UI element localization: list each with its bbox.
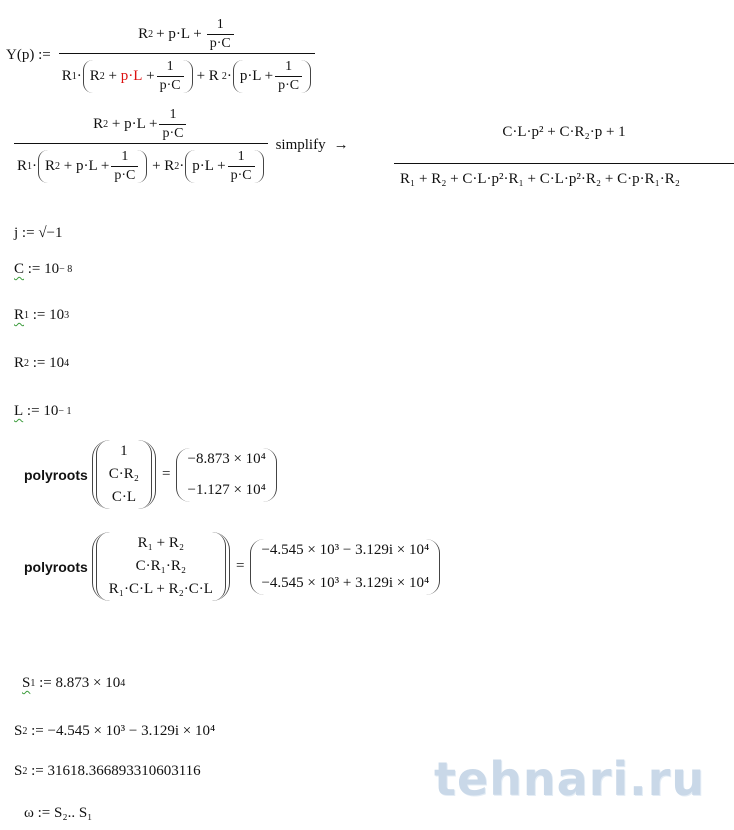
y-numerator: R 2 + p·L + $\frac{1}{p\cdot C}$ (135, 18, 239, 53)
simplify-result-numerator: C·L·p² + C·R₂·p + 1 (502, 124, 626, 140)
polyroots-2-result: −4.545 × 10³ − 3.129i × 10⁴ −4.545 × 10³ + 3.129i × 10⁴ (250, 539, 440, 595)
paren-1: R 2 + p·L + $\frac{1}{p\cdot C}$ (83, 60, 193, 93)
assign-R2[interactable]: R 2 := 10 4 (14, 355, 70, 371)
polyroots-1-coefficients: 1 C·R₂ C·L (96, 440, 152, 509)
assign-S2-complex[interactable]: S 2 := −4.545 × 10³ − 3.129i × 10⁴ (14, 723, 216, 739)
assign-C[interactable]: C := 10 − 8 (14, 261, 73, 277)
assign-R1[interactable]: R 1 := 10 3 (14, 307, 70, 323)
simplify-result-denominator: R₁ + R₂ + C·L·p²·R₁ + C·L·p²·R₂ + C·p·R₁·R₂ (400, 171, 681, 187)
polyroots-2[interactable]: polyroots R₁ + R₂ C·R₁·R₂ R₁·C·L + R₂·C·L = −4.545 × 10³ − 3.129i × 10⁴ −4.545 × 10³ + 3.129i × 10⁴ (24, 532, 440, 601)
y-lhs: Y(p) := (6, 47, 51, 63)
assign-j[interactable]: j := √−1 (14, 225, 63, 241)
y-denominator: R 1 · R 2 + p·L + $\frac{1}{p\cdot C}$ + R 2 · p·L + $\frac{1}{p\cdot C}$ (59, 53, 315, 93)
y-fraction (59, 18, 315, 93)
assign-omega[interactable]: ω := S₂.. S₁ (24, 805, 93, 821)
arrow-icon: → (333, 137, 349, 153)
polyroots-2-coefficients: R₁ + R₂ C·R₁·R₂ R₁·C·L + R₂·C·L (96, 532, 226, 601)
simplify-expression[interactable]: R 2 + p·L + $\frac{1}{p\cdot C}$ R 1 · R 2 + p·L + $\frac{1}{p\cdot C}$ + R 2 · p·L + $\frac{1}{p\cdot C}$ simplify → (12, 108, 357, 183)
one-over-pC: $\frac{1}{p\cdot C}$ (207, 18, 234, 51)
simplify-result-fraction-bar (394, 163, 734, 164)
y-definition[interactable] (6, 18, 317, 93)
simplify-keyword: simplify (275, 137, 326, 153)
paren-2: p·L + $\frac{1}{p\cdot C}$ (233, 60, 311, 93)
polyroots-1-result: −8.873 × 10⁴ −1.127 × 10⁴ (176, 448, 276, 502)
watermark-logo: tehnari.ru (434, 752, 706, 806)
assign-S2-real[interactable]: S 2 := 31618.366893310603116 (14, 763, 201, 779)
polyroots-1[interactable]: polyroots 1 C·R₂ C·L = −8.873 × 10⁴ −1.127 × 10⁴ (24, 440, 277, 509)
assign-S1[interactable]: S 1 := 8.873 × 10 4 (22, 675, 126, 691)
assign-L[interactable]: L := 10 − 1 (14, 403, 72, 419)
